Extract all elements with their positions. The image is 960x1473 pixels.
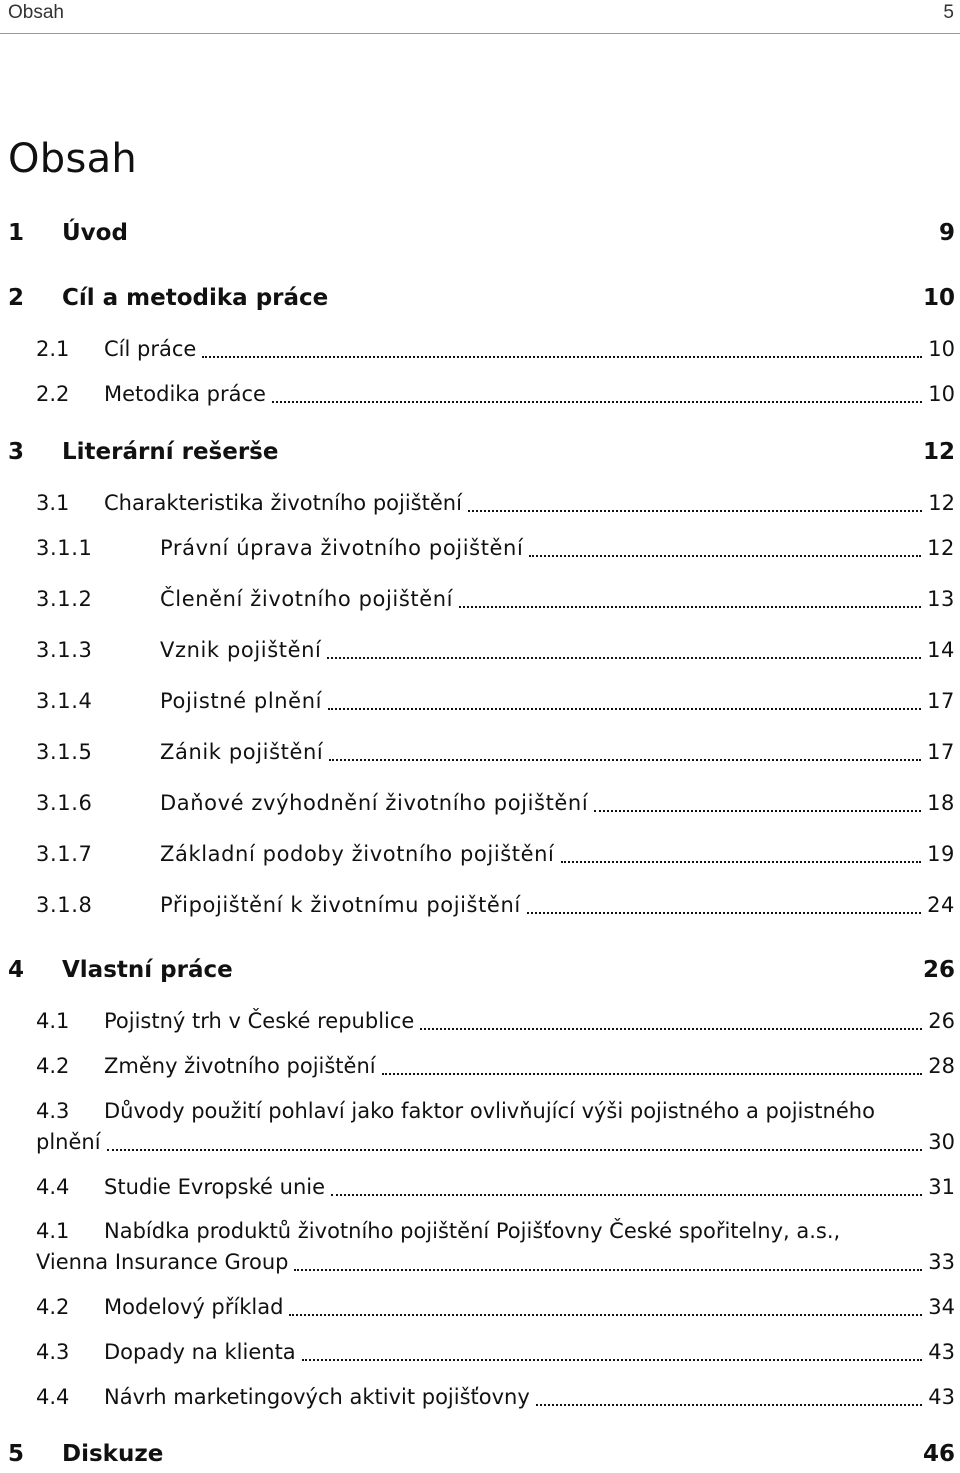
toc-title: Metodika práce (104, 382, 266, 406)
toc-page: 30 (928, 1130, 955, 1154)
toc-title: Modelový příklad (104, 1295, 284, 1319)
dot-leader (331, 1175, 922, 1196)
toc-subsection-3-1-4[interactable] (0, 689, 960, 721)
running-header-page-number: 5 (943, 2, 954, 23)
dot-leader (468, 491, 922, 512)
toc-page: 31 (928, 1175, 955, 1199)
toc-title: Zánik pojištění (160, 740, 324, 764)
toc-subsection-3-1-3[interactable] (0, 638, 960, 670)
toc-number: 4.2 (36, 1054, 70, 1078)
dot-leader (382, 1054, 923, 1075)
toc-section-2-1[interactable] (0, 337, 960, 369)
toc-title: Cíl práce (104, 337, 197, 361)
dot-leader (459, 587, 921, 608)
toc-number: 5 (8, 1441, 25, 1467)
toc-number: 3.1.4 (36, 689, 93, 713)
toc-number: 2.1 (36, 337, 70, 361)
toc-page: 12 (927, 536, 955, 560)
dot-leader (420, 1009, 922, 1030)
toc-page: 12 (922, 439, 955, 465)
dot-leader (328, 689, 921, 710)
toc-subsection-3-1-6[interactable] (0, 791, 960, 823)
toc-subsection-3-1-7[interactable] (0, 842, 960, 874)
toc-page: 17 (927, 740, 955, 764)
toc-number: 4.2 (36, 1295, 70, 1319)
toc-number: 3.1 (36, 491, 70, 515)
toc-number: 1 (8, 220, 25, 246)
toc-number: 3 (8, 439, 25, 465)
dot-leader (289, 1295, 922, 1316)
toc-section-4-3-impact[interactable] (0, 1340, 960, 1372)
dot-leader (202, 337, 922, 358)
toc-title: Vlastní práce (62, 957, 233, 983)
toc-title: Diskuze (62, 1441, 164, 1467)
toc-section-4-3[interactable] (0, 1099, 960, 1163)
toc-page: 19 (927, 842, 955, 866)
toc-number: 3.1.2 (36, 587, 93, 611)
toc-number: 4.3 (36, 1340, 70, 1364)
dot-leader (561, 842, 922, 863)
toc-number: 4.4 (36, 1385, 70, 1409)
toc-page: 12 (928, 491, 955, 515)
toc-number: 4 (8, 957, 25, 983)
toc-page: 26 (928, 1009, 955, 1033)
running-header-title: Obsah (8, 2, 64, 23)
toc-chapter-2[interactable] (0, 285, 960, 317)
toc-number: 3.1.5 (36, 740, 93, 764)
toc-subsection-3-1-2[interactable] (0, 587, 960, 619)
toc-title: Dopady na klienta (104, 1340, 296, 1364)
toc-number: 3.1.6 (36, 791, 93, 815)
dot-leader (329, 740, 921, 761)
dot-leader (536, 1385, 922, 1406)
toc-number: 4.1 (36, 1219, 70, 1243)
dot-leader (294, 1250, 922, 1271)
toc-number: 4.4 (36, 1175, 70, 1199)
toc-subsection-3-1-1[interactable] (0, 536, 960, 568)
toc-title: Připojištění k životnímu pojištění (160, 893, 521, 917)
toc-title: Charakteristika životního pojištění (104, 491, 462, 515)
toc-title: Studie Evropské unie (104, 1175, 326, 1199)
toc-chapter-3[interactable] (0, 439, 960, 471)
toc-page: 24 (927, 893, 955, 917)
toc-title: Návrh marketingových aktivit pojišťovny (104, 1385, 530, 1409)
toc-number: 3.1.8 (36, 893, 93, 917)
toc-title: Právní úprava životního pojištění (160, 536, 524, 560)
toc-section-2-2[interactable] (0, 382, 960, 414)
toc-section-4-1[interactable] (0, 1009, 960, 1041)
toc-chapter-4[interactable] (0, 957, 960, 989)
toc-page: 10 (928, 382, 955, 406)
toc-title: Změny životního pojištění (104, 1054, 376, 1078)
toc-page: 18 (927, 791, 955, 815)
toc-page: 33 (928, 1250, 955, 1274)
toc-title: Základní podoby životního pojištění (160, 842, 555, 866)
dot-leader (594, 791, 921, 812)
toc-title: Členění životního pojištění (160, 587, 454, 611)
toc-chapter-5[interactable] (0, 1441, 960, 1473)
running-header (0, 0, 960, 34)
toc-title: Úvod (62, 220, 128, 246)
toc-section-4-4[interactable] (0, 1175, 960, 1207)
toc-title-line1: Důvody použití pohlaví jako faktor ovlivňující výši pojistného a pojistného (104, 1099, 875, 1123)
dot-leader (527, 893, 921, 914)
toc-number: 3.1.3 (36, 638, 93, 662)
toc-page: 10 (922, 285, 955, 311)
toc-title: Vznik pojištění (160, 638, 322, 662)
toc-subsection-3-1-8[interactable] (0, 893, 960, 925)
toc-page: 34 (928, 1295, 955, 1319)
toc-page: 46 (922, 1441, 955, 1467)
toc-page: 14 (927, 638, 955, 662)
toc-title: Cíl a metodika práce (62, 285, 329, 311)
toc-section-4-2[interactable] (0, 1054, 960, 1086)
toc-page: 28 (928, 1054, 955, 1078)
page-title: Obsah (8, 136, 138, 182)
toc-title-line2: Vienna Insurance Group (36, 1250, 289, 1274)
toc-title-line1: Nabídka produktů životního pojištění Pojišťovny České spořitelny, a.s., (104, 1219, 841, 1243)
toc-number: 4.3 (36, 1099, 70, 1123)
toc-number: 4.1 (36, 1009, 70, 1033)
dot-leader (272, 382, 922, 403)
toc-title-line2: plnění (36, 1130, 101, 1154)
toc-page: 13 (927, 587, 955, 611)
toc-page: 9 (938, 220, 955, 246)
toc-title: Pojistné plnění (160, 689, 323, 713)
toc-title: Daňové zvýhodnění životního pojištění (160, 791, 589, 815)
dot-leader (302, 1340, 923, 1361)
toc-page: 43 (928, 1340, 955, 1364)
dot-leader (327, 638, 921, 659)
toc-number: 3.1.1 (36, 536, 93, 560)
toc-title: Literární rešerše (62, 439, 279, 465)
toc-page: 26 (922, 957, 955, 983)
toc-section-3-1[interactable] (0, 491, 960, 523)
toc-page: 17 (927, 689, 955, 713)
dot-leader (107, 1130, 923, 1151)
toc-page: 43 (928, 1385, 955, 1409)
toc-page: 10 (928, 337, 955, 361)
toc-section-4-4-marketing[interactable] (0, 1385, 960, 1417)
dot-leader (529, 536, 921, 557)
toc-chapter-1[interactable] (0, 220, 960, 252)
toc-number: 3.1.7 (36, 842, 93, 866)
toc-title: Pojistný trh v České republice (104, 1009, 415, 1033)
toc-section-4-2-model[interactable] (0, 1295, 960, 1327)
toc-number: 2 (8, 285, 25, 311)
toc-subsection-3-1-5[interactable] (0, 740, 960, 772)
toc-number: 2.2 (36, 382, 70, 406)
toc-section-4-1-offer[interactable] (0, 1219, 960, 1283)
